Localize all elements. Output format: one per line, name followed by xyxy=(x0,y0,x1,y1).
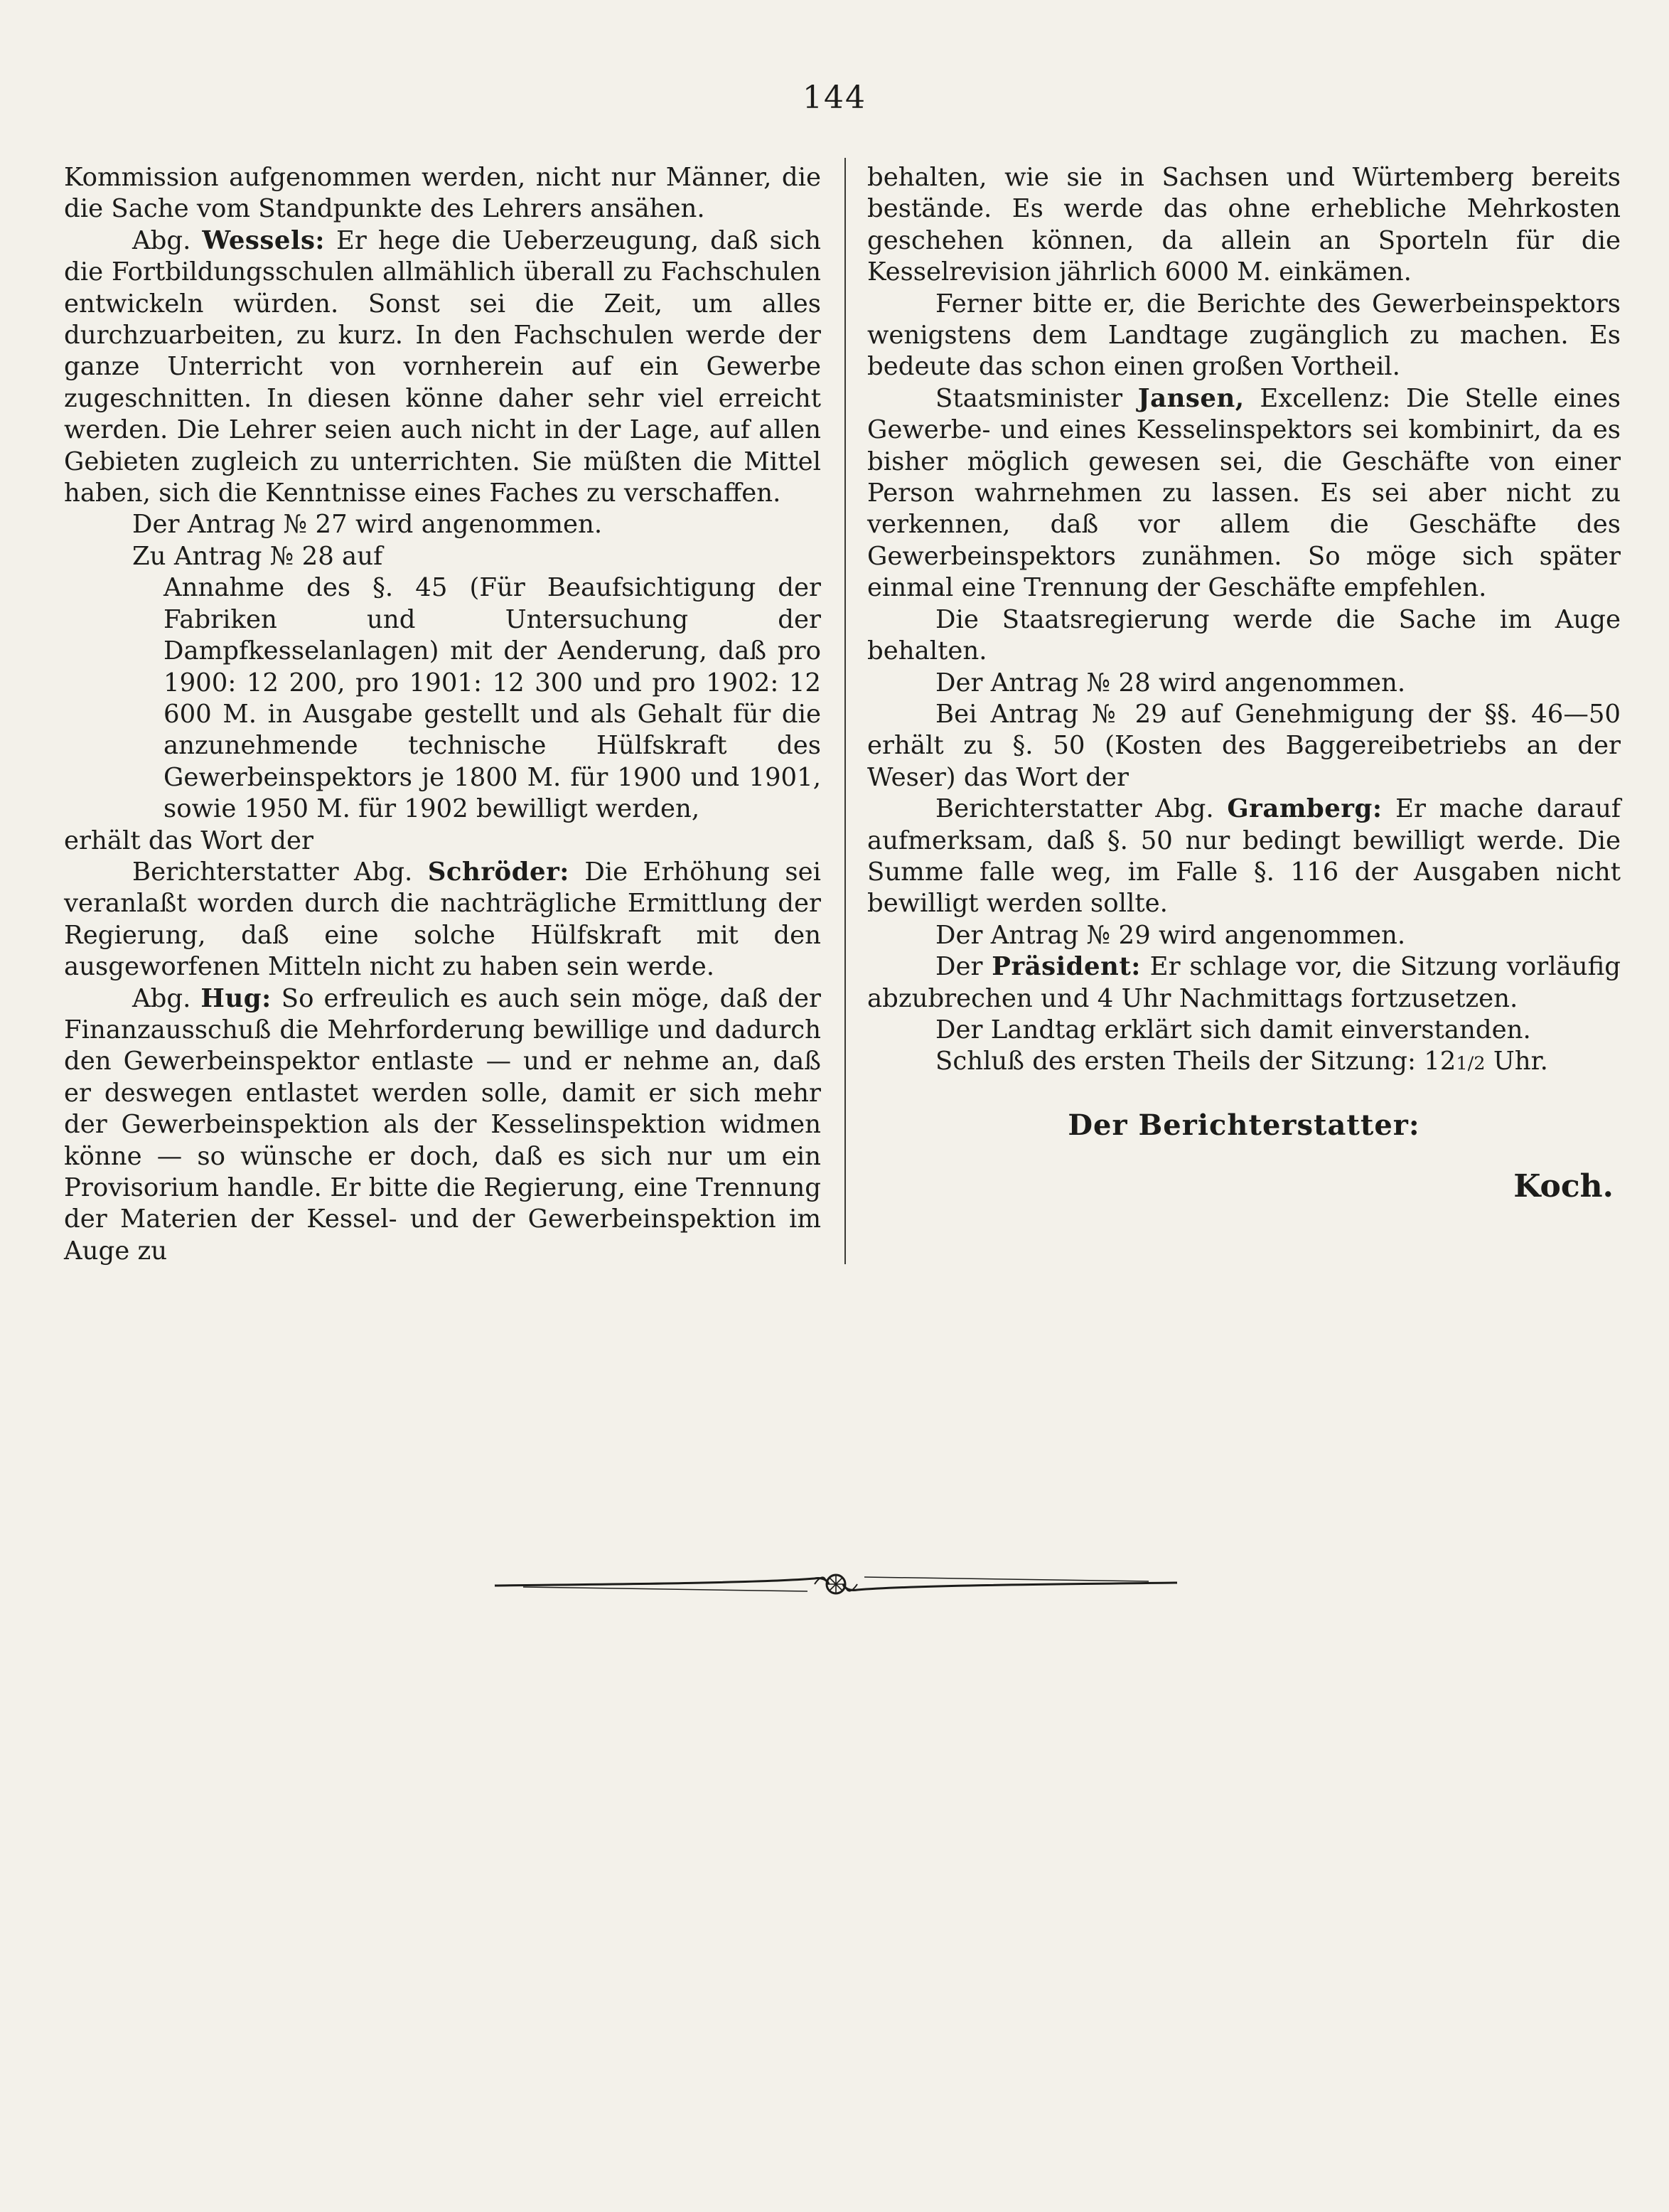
motion-text: Annahme des §. 45 (Für Beaufsichtigung der Fabriken und Untersuchung der Dampfkesselanlagen) mit der Aenderung, daß pro 1900: 12 200, pro 1901: 12 300 und pro 1902: 12 600 M. in Ausgabe gestellt und als Gehalt für die anzunehmende technische Hülfskraft des Gewerbeinspektors je 1800 M. für 1900 und 1901, sowie 1950 M. für 1902 bewilligt werden, xyxy=(163,573,821,824)
paragraph: Zu Antrag № 28 auf xyxy=(132,541,383,571)
speaker-paragraph xyxy=(867,951,1621,1015)
paragraph: Die Staatsregierung werde die Sache im Auge behalten. xyxy=(867,604,1621,666)
speaker-paragraph xyxy=(64,225,821,510)
show-through-bleed xyxy=(860,1280,1635,2154)
speaker-prefix: Berichterstatter Abg. xyxy=(935,794,1214,824)
speaker-name: Gramberg: xyxy=(1227,794,1383,824)
page-number: 144 xyxy=(803,80,866,116)
speech-text: Die Erhöhung sei veranlaßt worden durch die nachträgliche Ermittlung der Regierung, daß eine solche Hülfskraft mit den ausgeworfenen Mitteln nicht zu haben sein werde. xyxy=(64,857,821,982)
speech-text: Excellenz: Die Stelle eines Gewerbe- und eines Kesselinspektors sei kombinirt, da es bisher möglich gewesen sei, die Geschäfte von einer Person wahrnehmen zu lassen. Es sei aber nicht zu verkennen, daß vor allem die Geschäfte des Gewerbeinspektors zunähmen. So möge sich später einmal eine Trennung der Geschäfte empfehlen. xyxy=(867,383,1621,603)
speaker-name: Schröder: xyxy=(427,857,569,887)
speaker-prefix: Abg. xyxy=(132,225,191,255)
ornament-divider-icon xyxy=(481,1563,1191,1605)
fraction: 1/2 xyxy=(1456,1053,1486,1075)
left-column xyxy=(64,162,821,1267)
paragraph: erhält das Wort der xyxy=(64,826,313,855)
signature-name: Koch. xyxy=(1513,1168,1614,1205)
paragraph: Der Landtag erklärt sich damit einverstanden. xyxy=(935,1015,1531,1044)
speech-text: So erfreulich es auch sein möge, daß der Finanzausschuß die Mehrforderung bewillige und dadurch den Gewerbeinspektor entlaste — und er nehme an, daß er deswegen entlastet werden solle, damit er sich mehr der Gewerbeinspektion als der Kesselinspektion widmen könne — so wünsche er doch, daß es sich nur um ein Provisorium handle. Er bitte die Regierung, eine Trennung der Materien der Kessel- und der Gewerbeinspektion im Auge zu xyxy=(64,983,821,1266)
session-close-text: Schluß des ersten Theils der Sitzung: 12 xyxy=(935,1047,1456,1076)
session-close xyxy=(867,1046,1621,1079)
speaker-name: Jansen, xyxy=(1137,383,1245,413)
right-column xyxy=(867,162,1621,1203)
speaker-name: Wessels: xyxy=(202,225,326,255)
paragraph: Der Antrag № 29 wird angenommen. xyxy=(935,920,1406,950)
speech-text: Er mache darauf aufmerksam, daß §. 50 nur bedingt bewilligt werde. Die Summe falle weg, im Falle §. 116 der Ausgaben nicht bewilligt werden sollte. xyxy=(867,794,1621,919)
session-close-suffix: Uhr. xyxy=(1493,1047,1548,1076)
speaker-prefix: Abg. xyxy=(132,983,191,1013)
speaker-name: Präsident: xyxy=(992,952,1141,982)
speaker-prefix: Staatsminister xyxy=(935,383,1123,413)
speaker-paragraph xyxy=(867,383,1621,604)
speaker-name: Hug: xyxy=(200,983,272,1013)
speaker-paragraph xyxy=(64,857,821,983)
paragraph: Bei Antrag № 29 auf Genehmigung der §§. 46—50 erhält zu §. 50 (Kosten des Baggereibetriebs an der Weser) das Wort der xyxy=(867,699,1621,792)
paragraph: Kommission aufgenommen werden, nicht nur Männer, die die Sache vom Standpunkte des Lehrers ansähen. xyxy=(64,163,821,224)
signature-title: Der Berichterstatter: xyxy=(1068,1108,1420,1142)
speaker-paragraph xyxy=(867,794,1621,920)
speech-text: Er hege die Ueberzeugung, daß sich die Fortbildungsschulen allmählich überall zu Fachschulen entwickeln würden. Sonst sei die Zeit, um alles durchzuarbeiten, zu kurz. In den Fachschulen werde der ganze Unterricht von vornherein auf ein Gewerbe zugeschnitten. In diesen könne daher sehr viel erreicht werden. Die Lehrer seien auch nicht in der Lage, auf allen Gebieten zugleich zu unterrichten. Sie müßten die Mittel haben, sich die Kenntnisse eines Faches zu verschaffen. xyxy=(64,225,821,508)
speaker-prefix: Der xyxy=(935,952,983,982)
speaker-prefix: Berichterstatter Abg. xyxy=(132,857,413,887)
paragraph: Der Antrag № 28 wird angenommen. xyxy=(935,668,1406,698)
paragraph: Ferner bitte er, die Berichte des Gewerbeinspektors wenigstens dem Landtage zugänglich zu machen. Es bedeute das schon einen großen Vortheil. xyxy=(867,289,1621,382)
speech-text: Er schlage vor, die Sitzung vorläufig abzubrechen und 4 Uhr Nachmittags fortzusetzen. xyxy=(867,952,1621,1013)
column-divider xyxy=(844,158,846,1264)
paragraph: behalten, wie sie in Sachsen und Würtemberg bereits bestände. Es werde das ohne erhebliche Mehrkosten geschehen können, da allein an Sporteln für die Kesselrevision jährlich 6000 M. einkämen. xyxy=(867,163,1621,287)
paragraph: Der Antrag № 27 wird angenommen. xyxy=(132,510,603,540)
speaker-paragraph xyxy=(64,983,821,1268)
